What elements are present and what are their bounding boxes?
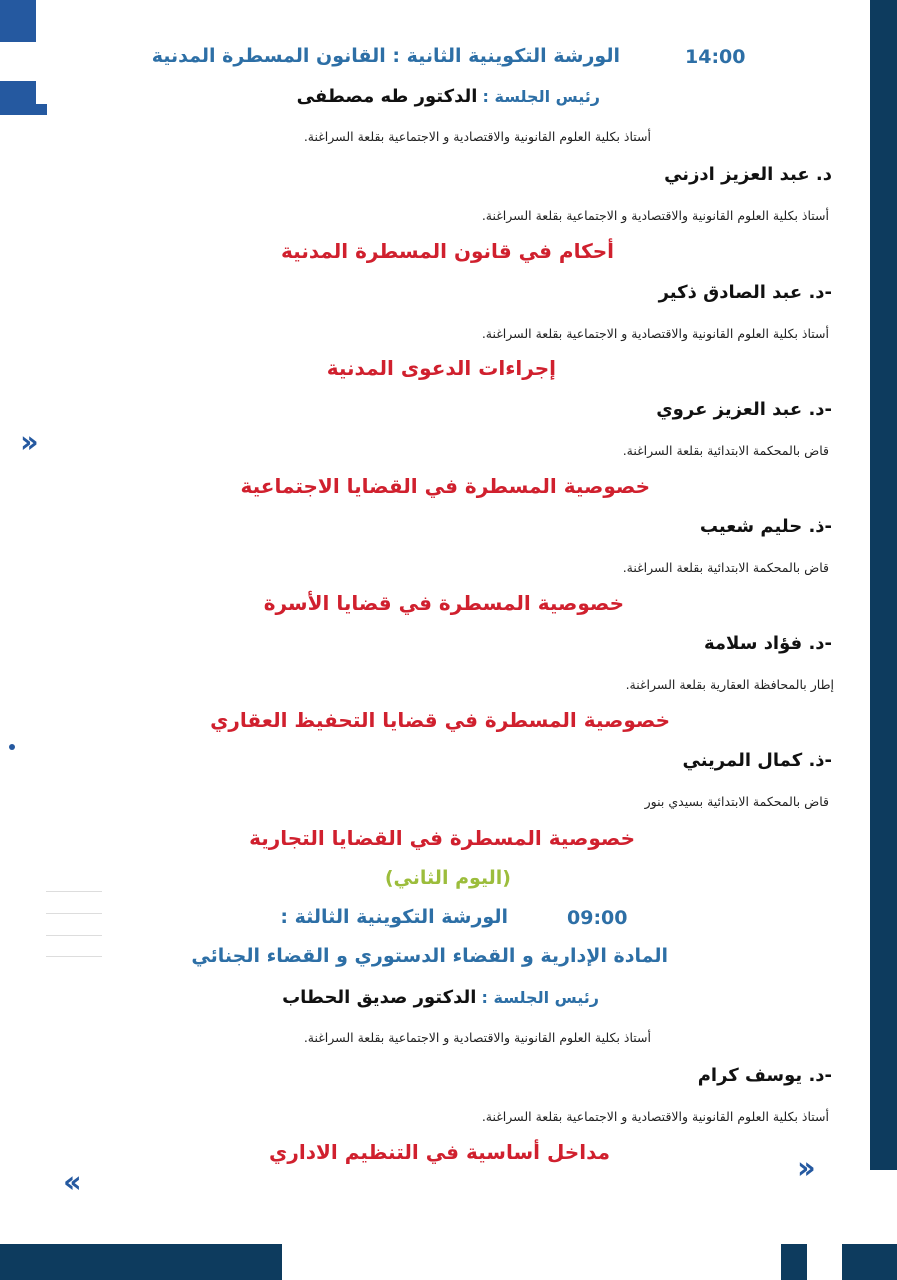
talk-topic: أحكام في قانون المسطرة المدنية — [281, 239, 614, 263]
speaker-affiliation: قاض بالمحكمة الابتدائية بقلعة السراغنة. — [622, 560, 829, 575]
small-dot — [9, 744, 15, 750]
session-chair — [297, 88, 600, 106]
navy-right-bar — [870, 0, 897, 1170]
session-time: 09:00 — [567, 907, 628, 929]
chevron-double-left-icon[interactable]: ‹‹ — [63, 1165, 76, 1200]
speaker-affiliation: إطار بالمحافظة العقارية بقلعة السراغنة. — [625, 677, 834, 692]
grey-rule — [46, 935, 102, 936]
chair-label: رئيس الجلسة : — [482, 87, 600, 106]
speaker-affiliation: أستاذ بكلية العلوم القانونية والاقتصادية و الاجتماعية بقلعة السراغنة. — [481, 1109, 829, 1124]
chair-name: الدكتور صديق الحطاب — [282, 987, 477, 1008]
chevron-double-right-icon[interactable]: ›› — [20, 425, 33, 460]
workshop-title: الورشة التكوينية الثالثة : — [280, 906, 508, 928]
workshop-subject: المادة الإدارية و القضاء الدستوري و القضاء الجنائي — [191, 945, 668, 967]
speaker-name: -ذ. كمال المريني — [682, 750, 832, 771]
speaker-affiliation: قاض بالمحكمة الابتدائية بسيدي بنور — [644, 794, 829, 809]
talk-topic: إجراءات الدعوى المدنية — [326, 356, 556, 380]
blue-corner-square — [0, 0, 36, 42]
navy-bottom-right-bar — [842, 1244, 897, 1280]
speaker-name: -د. عبد العزيز عروي — [656, 399, 832, 420]
speaker-name: د. عبد العزيز ادزني — [664, 164, 832, 185]
speaker-affiliation: أستاذ بكلية العلوم القانونية والاقتصادية و الاجتماعية بقلعة السراغنة. — [481, 208, 829, 223]
speaker-name: -ذ. حليم شعيب — [699, 516, 832, 537]
blue-corner-square — [0, 81, 36, 115]
chair-name: الدكتور طه مصطفى — [296, 86, 478, 107]
chevron-double-right-icon[interactable]: ›› — [797, 1151, 810, 1186]
navy-bottom-left-bar — [0, 1244, 282, 1280]
session-time: 14:00 — [685, 46, 746, 68]
session-chair — [282, 989, 599, 1007]
navy-bottom-square — [781, 1244, 807, 1280]
workshop-title: الورشة التكوينية الثانية : القانون المسطرة المدنية — [151, 45, 620, 67]
chair-affiliation: أستاذ بكلية العلوم القانونية والاقتصادية و الاجتماعية بقلعة السراغنة. — [303, 1030, 651, 1045]
chair-affiliation: أستاذ بكلية العلوم القانونية والاقتصادية و الاجتماعية بقلعة السراغنة. — [303, 129, 651, 144]
speaker-affiliation: قاض بالمحكمة الابتدائية بقلعة السراغنة. — [622, 443, 829, 458]
talk-topic: مداخل أساسية في التنظيم الاداري — [269, 1140, 610, 1164]
chair-label: رئيس الجلسة : — [481, 988, 599, 1007]
grey-rule — [46, 956, 102, 957]
talk-topic: خصوصية المسطرة في قضايا الأسرة — [263, 591, 624, 615]
speaker-affiliation: أستاذ بكلية العلوم القانونية والاقتصادية و الاجتماعية بقلعة السراغنة. — [481, 326, 829, 341]
speaker-name: -د. فؤاد سلامة — [704, 633, 832, 654]
talk-topic: خصوصية المسطرة في القضايا الاجتماعية — [240, 474, 650, 498]
grey-rule — [46, 891, 102, 892]
day-two-label: (اليوم الثاني) — [384, 867, 511, 889]
speaker-name: -د. عبد الصادق ذكير — [658, 282, 832, 303]
talk-topic: خصوصية المسطرة في القضايا التجارية — [249, 826, 635, 850]
blue-corner-square — [36, 104, 47, 115]
speaker-name: -د. يوسف كرام — [697, 1065, 832, 1086]
grey-rule — [46, 913, 102, 914]
talk-topic: خصوصية المسطرة في قضايا التحفيظ العقاري — [210, 708, 670, 732]
